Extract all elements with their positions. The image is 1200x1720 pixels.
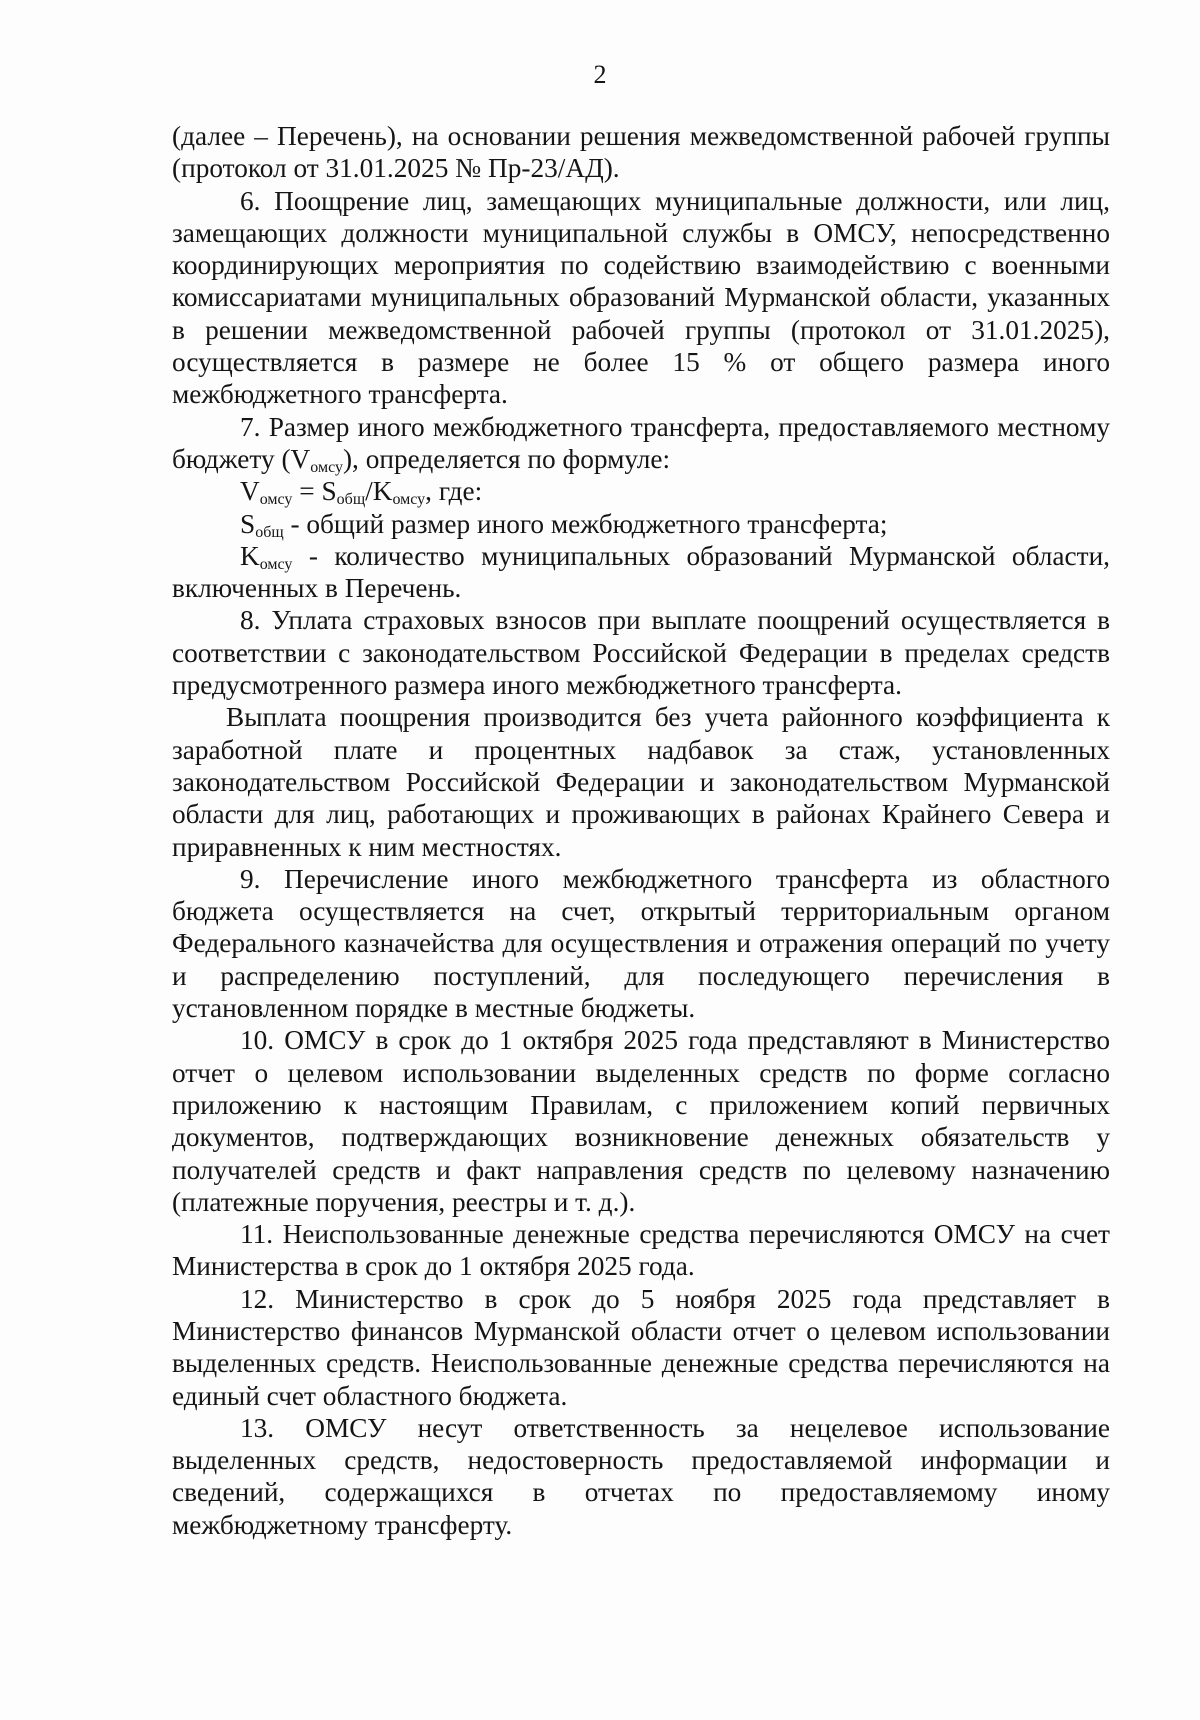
paragraph-7-subscript: омсу xyxy=(310,458,343,476)
paragraph-8: 8. Уплата страховых взносов при выплате поощрений осуществляется в соответствии с законодательством Российской Федерации в пределах средств предусмотренного размера иного межбюджетного трансферта. xyxy=(172,605,1110,701)
formula-k-subscript: омсу xyxy=(392,491,426,509)
definition-k-text: - количество муниципальных образований Мурманской области, включенных в Перечень. xyxy=(172,540,1110,604)
definition-s-symbol: S xyxy=(240,508,256,539)
formula-divide-k: /K xyxy=(365,476,393,507)
formula-tail: , где: xyxy=(425,476,483,507)
document-body xyxy=(172,120,1110,1541)
definition-k-symbol: K xyxy=(240,540,260,571)
page-number: 2 xyxy=(593,60,607,89)
paragraph-11: 11. Неиспользованные денежные средства перечисляются ОМСУ на счет Министерства в срок до 1 октября 2025 года. xyxy=(172,1219,1110,1282)
definition-s xyxy=(172,508,1110,540)
paragraph-continuation: (далее – Перечень), на основании решения межведомственной рабочей группы (протокол от 31.01.2025 № Пр-23/АД). xyxy=(172,121,1110,184)
definition-k xyxy=(172,540,1110,605)
paragraph-6: 6. Поощрение лиц, замещающих муниципальные должности, или лиц, замещающих должности муниципальной службы в ОМСУ, непосредственно координирующих мероприятия по содействию взаимодействию с военными комиссариатами муниципальных образований Мурманской области, указанных в решении межведомственной рабочей группы (протокол от 31.01.2025), осуществляется в размере не более 15 % от общего размера иного межбюджетного трансферта. xyxy=(172,185,1110,410)
formula-s-subscript: общ xyxy=(336,491,366,509)
paragraph-12: 12. Министерство в срок до 5 ноября 2025 года представляет в Министерство финансов Мурманской области отчет о целевом использовании выделенных средств. Неиспользованные денежные средства перечисляются на единый счет областного бюджета. xyxy=(172,1283,1110,1411)
definition-s-text: - общий размер иного межбюджетного трансферта; xyxy=(283,508,888,539)
paragraph-7-text-end: ), определяется по формуле: xyxy=(342,443,671,474)
paragraph-8-continued: Выплата поощрения производится без учета районного коэффициента к заработной плате и процентных надбавок за стаж, установленных законодательством Российской Федерации и законодательством Мурманской области для лиц, работающих и проживающих в районах Крайнего Севера и приравненных к ним местностях. xyxy=(172,702,1110,862)
paragraph-7-text-start: 7. Размер иного межбюджетного трансферта, предоставляемого местному бюджету (V xyxy=(172,411,1110,474)
formula-v-subscript: омсу xyxy=(259,491,293,509)
formula-equals-s: = S xyxy=(292,476,337,507)
paragraph-7 xyxy=(172,411,1110,476)
formula xyxy=(172,475,1110,507)
paragraph-10: 10. ОМСУ в срок до 1 октября 2025 года представляют в Министерство отчет о целевом использовании выделенных средств по форме согласно приложению к настоящим Правилам, с приложением копий первичных документов, подтверждающих возникновение денежных обязательств у получателей средств и факт направления средств по целевому назначению (платежные поручения, реестры и т. д.). xyxy=(172,1025,1110,1217)
definition-s-subscript: общ xyxy=(255,523,284,541)
paragraph-13: 13. ОМСУ несут ответственность за нецелевое использование выделенных средств, недостоверность предоставляемой информации и сведений, содержащихся в отчетах по предоставляемому иному межбюджетному трансферту. xyxy=(172,1412,1110,1540)
formula-v: V xyxy=(240,476,260,507)
paragraph-9: 9. Перечисление иного межбюджетного трансферта из областного бюджета осуществляется на счет, открытый территориальным органом Федерального казначейства для осуществления и отражения операций по учету и распределению поступлений, для последующего перечисления в установленном порядке в местные бюджеты. xyxy=(172,863,1110,1024)
definition-k-subscript: омсу xyxy=(259,555,293,573)
